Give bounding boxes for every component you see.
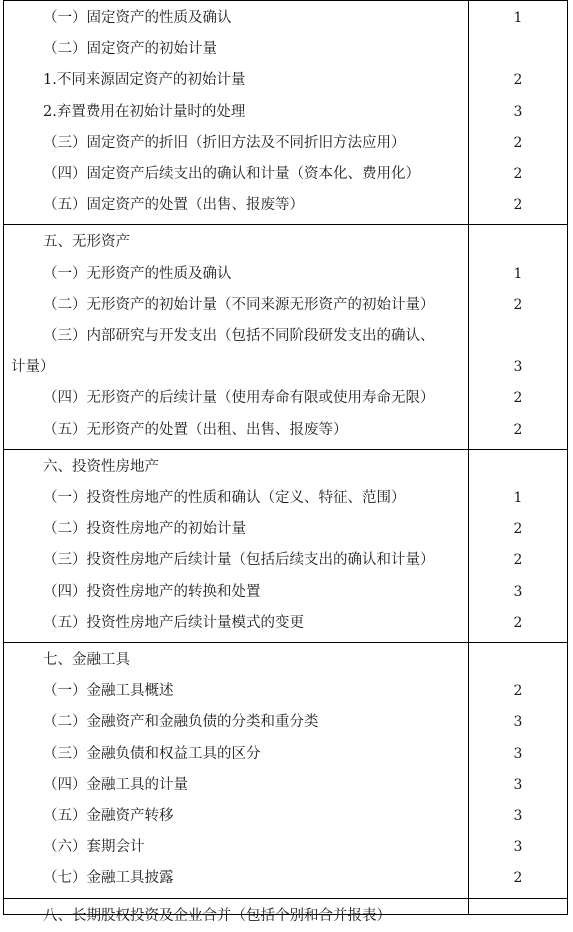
- section-title: 八、长期股权投资及企业合并（包括个别和合并报表）: [43, 907, 391, 924]
- item-text: （三）内部研究与开发支出（包括不同阶段研发支出的确认、: [43, 328, 435, 344]
- section-title: 七、金融工具: [43, 652, 130, 668]
- item-level: 2: [513, 390, 523, 407]
- section-level-cell: [468, 898, 568, 915]
- item-level: 2: [513, 166, 523, 182]
- item-text: （四）固定资产后续支出的确认和计量（资本化、费用化）: [43, 166, 420, 182]
- item-level: 2: [513, 521, 523, 538]
- item-level: 3: [513, 839, 523, 856]
- item-text: （二）固定资产的初始计量: [43, 41, 217, 58]
- item-level: 2: [513, 614, 523, 631]
- item-text: （五）固定资产的处置（出售、报废等）: [43, 197, 304, 214]
- syllabus-table: [3, 0, 568, 924]
- item-level: 3: [513, 745, 523, 762]
- item-level: 2: [513, 197, 523, 214]
- item-text: 1.不同来源固定资产的初始计量: [43, 72, 246, 89]
- item-level: 3: [513, 103, 523, 120]
- item-text: （四）金融工具的计量: [43, 776, 188, 793]
- item-level: 3: [513, 583, 523, 600]
- item-level: 2: [513, 72, 523, 89]
- item-text: （一）固定资产的性质及确认: [43, 10, 232, 26]
- item-text: （三）投资性房地产后续计量（包括后续支出的确认和计量）: [43, 552, 435, 569]
- item-text: （三）固定资产的折旧（折旧方法及不同折旧方法应用）: [43, 134, 406, 151]
- section-title: 五、无形资产: [43, 234, 130, 251]
- item-text: （二）金融资产和金融负债的分类和重分类: [43, 714, 319, 731]
- item-text: （五）无形资产的处置（出租、出售、报废等）: [43, 421, 348, 438]
- item-text: （五）投资性房地产后续计量模式的变更: [43, 614, 304, 631]
- item-level: 1: [513, 490, 523, 506]
- item-level: 3: [513, 359, 523, 376]
- item-text: （一）无形资产的性质及确认: [43, 265, 232, 282]
- item-text: （七）金融工具披露: [43, 870, 174, 887]
- item-text: 计量）: [11, 359, 55, 376]
- item-text: （四）投资性房地产的转换和处置: [43, 583, 261, 600]
- item-level: 2: [513, 421, 523, 438]
- item-level: 1: [513, 10, 523, 26]
- item-text: 2.弃置费用在初始计量时的处理: [43, 103, 246, 120]
- item-text: （五）金融资产转移: [43, 808, 174, 824]
- item-level: 2: [513, 134, 523, 151]
- item-level: [468, 34, 568, 65]
- item-level: 3: [513, 808, 523, 824]
- item-level: 3: [513, 714, 523, 731]
- item-level: 3: [513, 776, 523, 793]
- item-text: （一）金融工具概述: [43, 683, 174, 700]
- item-text: （二）无形资产的初始计量（不同来源无形资产的初始计量）: [43, 296, 435, 313]
- item-text: （四）无形资产的后续计量（使用寿命有限或使用寿命无限）: [43, 390, 435, 407]
- item-level: [468, 321, 568, 352]
- section-title: 六、投资性房地产: [43, 458, 159, 475]
- item-text: （一）投资性房地产的性质和确认（定义、特征、范围）: [43, 490, 406, 506]
- item-level: 2: [513, 296, 523, 313]
- item-level: 2: [513, 552, 523, 569]
- item-level: 1: [513, 265, 523, 282]
- item-text: （二）投资性房地产的初始计量: [43, 521, 246, 538]
- item-level: 2: [513, 870, 523, 887]
- item-level: 2: [513, 683, 523, 700]
- item-text: （六）套期会计: [43, 839, 145, 856]
- item-text: （三）金融负债和权益工具的区分: [43, 745, 261, 762]
